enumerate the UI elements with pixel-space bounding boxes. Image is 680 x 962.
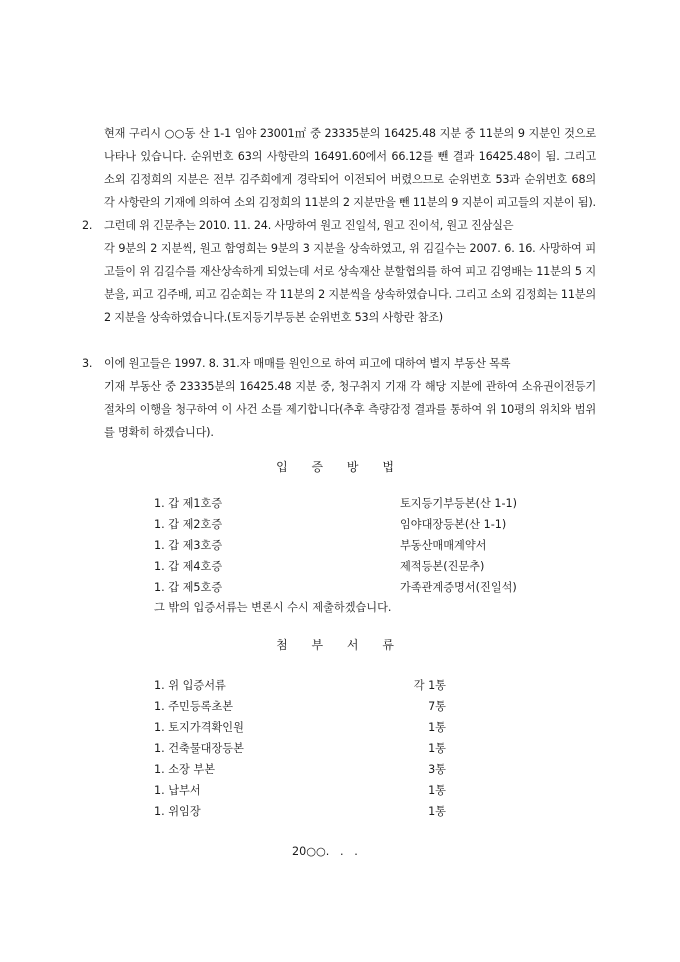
evidence-note: 그 밖의 입증서류는 변론시 수시 제출하겠습니다. <box>154 601 392 614</box>
paragraph-3 <box>82 352 596 444</box>
attachment-count: 1통 <box>428 742 446 755</box>
evidence-doc: 임야대장등본(산 1-1) <box>400 518 507 531</box>
attachment-label: 1. 토지가격확인원 <box>154 721 244 734</box>
attachment-count: 1통 <box>428 784 446 797</box>
attachment-count: 1통 <box>428 721 446 734</box>
paragraph-2-first-line: 그런데 위 긴문추는 2010. 11. 24. 사망하여 원고 진일석, 원고 진이석, 원고 진삼실은 <box>104 219 514 232</box>
evidence-doc: 가족관계증명서(진일석) <box>400 581 517 594</box>
evidence-label: 1. 갑 제4호증 <box>154 560 223 573</box>
evidence-label: 1. 갑 제1호증 <box>154 497 223 510</box>
attachment-label: 1. 납부서 <box>154 784 201 797</box>
date-line: 20○○. . . <box>292 845 358 858</box>
paragraph-2-number: 2. <box>82 219 93 232</box>
attachment-label: 1. 소장 부본 <box>154 763 216 776</box>
attachment-count: 1통 <box>428 805 446 818</box>
attachment-count: 7통 <box>428 700 446 713</box>
paragraph-2 <box>82 214 596 329</box>
paragraph-1-continuation: 현재 구리시 ○○동 산 1-1 임야 23001㎡ 중 23335분의 16425.48 지분 중 11분의 9 지분인 것으로 나타나 있습니다. 순위번호 63의 사항란의 16491.60에서 66.12를 뺀 결과 16425.48이 됨. 그리고 소외 김정희의 지분은 전부 김주희에게 경락되어 이전되어 버렸으므로 순위번호 53과 순위번호 68의 각 사항란의 기재에 의하여 소외 김정희의 11분의 2 지분만을 뺀 11분의 9 지분이 피고들의 지분이 됨). <box>104 127 596 209</box>
paragraph-3-body: 기재 부동산 중 23335분의 16425.48 지분 중, 청구취지 기재 각 해당 지분에 관하여 소유권이전등기절차의 이행을 청구하여 이 사건 소를 제기합니다(추후 측량감정 결과를 통하여 위 10평의 위치와 범위를 명확히 하겠습니다). <box>104 380 596 439</box>
evidence-doc: 부동산매매계약서 <box>400 539 487 552</box>
attachment-label: 1. 위 입증서류 <box>154 679 226 692</box>
attachment-label: 1. 위임장 <box>154 805 201 818</box>
evidence-label: 1. 갑 제3호증 <box>154 539 223 552</box>
attachment-label: 1. 주민등록초본 <box>154 700 234 713</box>
attachment-count: 각 1통 <box>413 679 446 692</box>
evidence-doc: 제적등본(진문추) <box>400 560 485 573</box>
evidence-label: 1. 갑 제2호증 <box>154 518 223 531</box>
attachment-label: 1. 건축물대장등본 <box>154 742 244 755</box>
evidence-doc: 토지등기부등본(산 1-1) <box>400 497 518 510</box>
evidence-label: 1. 갑 제5호증 <box>154 581 223 594</box>
paragraph-3-first-line: 이에 원고들은 1997. 8. 31.자 매매를 원인으로 하여 피고에 대하여 별지 부동산 목록 <box>104 357 511 370</box>
paragraph-3-number: 3. <box>82 357 93 370</box>
attachments-heading: 첨 부 서 류 <box>276 638 404 652</box>
paragraph-2-body: 각 9분의 2 지분씩, 원고 함영희는 9분의 3 지분을 상속하였고, 위 김길수는 2007. 6. 16. 사망하여 피고들이 위 김길수를 재산상속하게 되었는데 서로 상속재산 분할협의를 하여 피고 김영배는 11분의 5 지분을, 피고 김주배, 피고 김순희는 각 11분의 2 지분씩을 상속하였습니다. 그리고 소외 김정희는 11분의 2 지분을 상속하였습니다.(토지등기부등본 순위번호 53의 사항란 참조) <box>104 242 596 324</box>
attachment-count: 3통 <box>428 763 446 776</box>
evidence-heading: 입 증 방 법 <box>276 460 404 474</box>
